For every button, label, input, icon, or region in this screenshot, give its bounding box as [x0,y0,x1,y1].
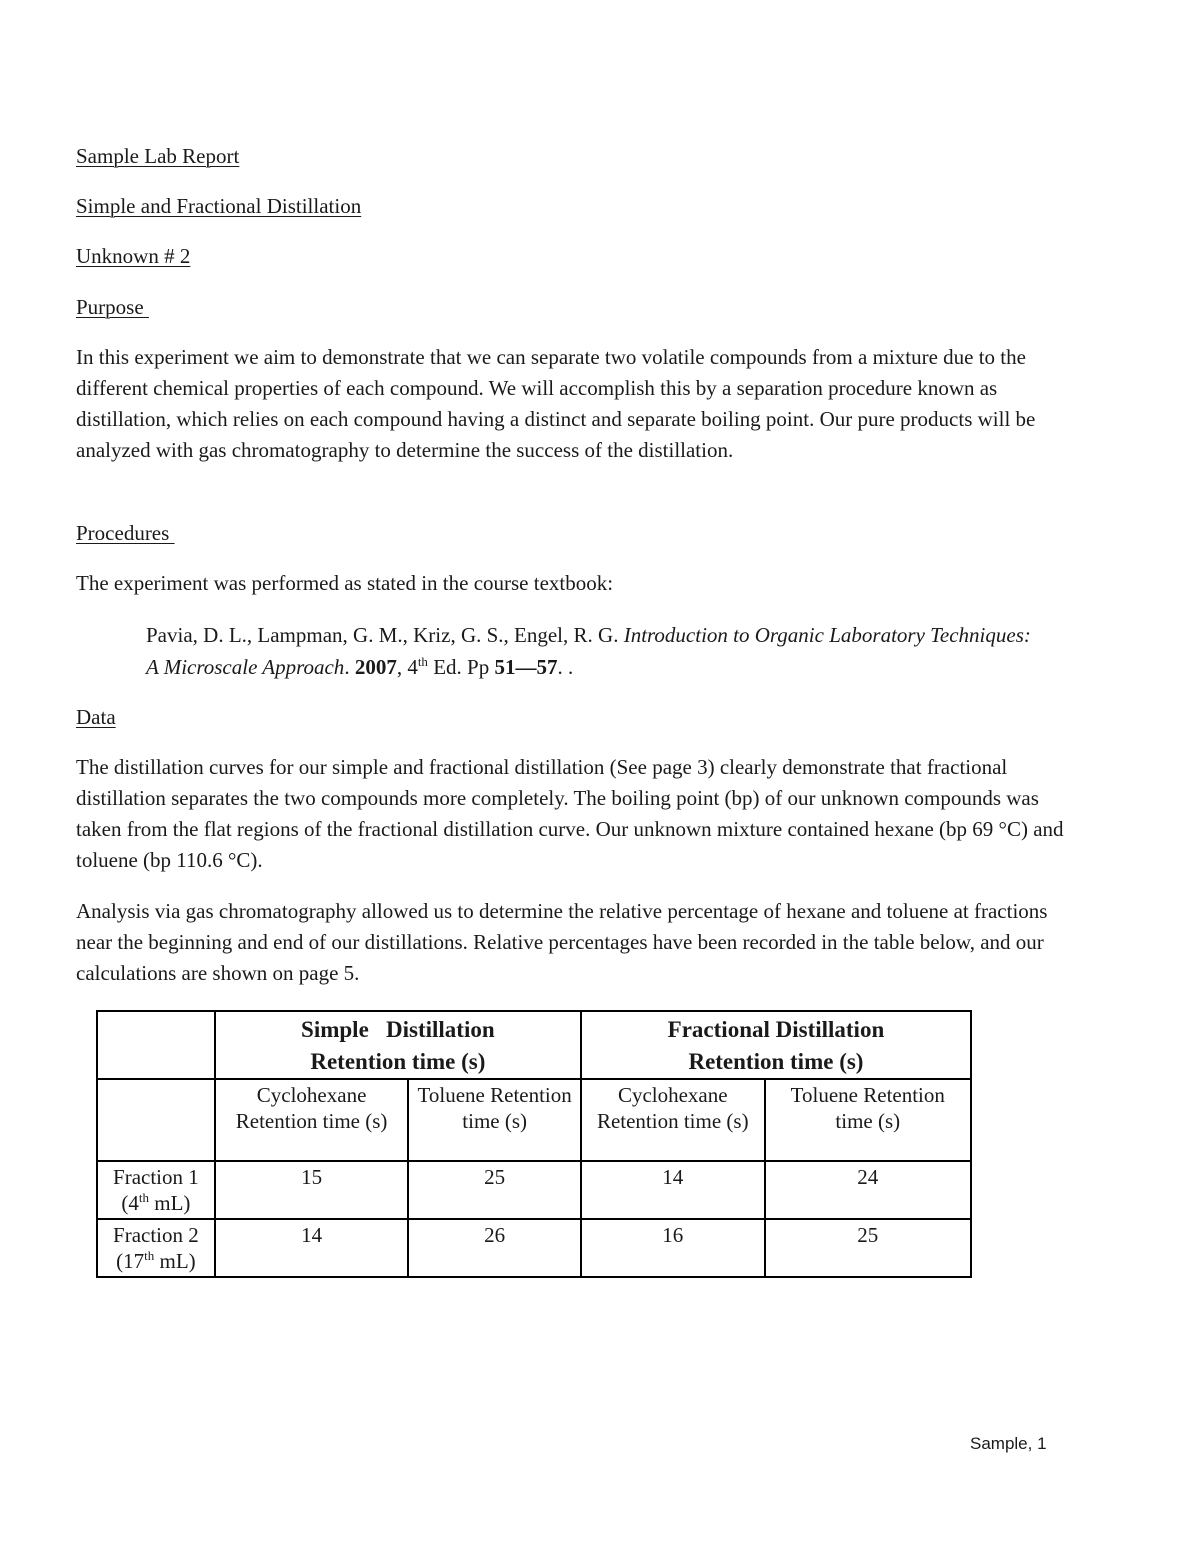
reference-edition-post: Ed. Pp [427,655,495,679]
table-sub-header: Cyclohexane Retention time (s) [215,1079,409,1161]
row-label-text: Fraction 1 (4 [113,1165,199,1215]
data-paragraph-2: Analysis via gas chromatography allowed us to determine the relative percentage of hexane and toluene at fractions near the beginning and end of our distillations. Relative percentages have been recorded in the table below, and our calculations are shown on page 5. [76,899,1048,985]
row-label [97,1219,215,1277]
table-cell: 16 [581,1219,765,1277]
row-label-sup: th [144,1248,155,1263]
page-footer-label: Sample, 1 [970,1434,1047,1453]
simple-header-line2: Retention time (s) [310,1049,486,1074]
table-row [97,1219,971,1277]
simple-header-line1: Simple Distillation [301,1017,495,1042]
reference-book-title: Introduction to Organic Laboratory Techniques: A Microscale Approach [146,623,1031,679]
table-sub-header: Toluene Retention time (s) [408,1079,581,1161]
reference-edition-sup: th [417,654,428,669]
row-label-sup: th [138,1190,149,1205]
row-label-unit: mL) [149,1191,191,1215]
reference-period: . [344,655,355,679]
row-label [97,1161,215,1219]
fractional-header-line2: Retention time (s) [688,1049,864,1074]
purpose-heading: Purpose [76,295,149,319]
simple-distillation-header [215,1011,581,1079]
table-blank-cell [97,1079,215,1161]
table-corner-cell [97,1011,215,1079]
report-subtitle: Simple and Fractional Distillation [76,194,362,218]
row-label-unit: mL) [154,1249,196,1273]
unknown-label: Unknown # 2 [76,244,191,268]
retention-time-table [96,1010,972,1278]
table-row [97,1161,971,1219]
data-paragraph-1: The distillation curves for our simple and fractional distillation (See page 3) clearly demonstrate that fractional distillation separates the two compounds more completely. The boiling point (bp) of our unknown compounds was taken from the flat regions of the fractional distillation curve. Our unknown mixture contained hexane (bp 69 °C) and toluene (bp 110.6 °C). [76,755,1064,872]
data-heading: Data [76,705,116,729]
reference-authors: Pavia, D. L., Lampman, G. M., Kriz, G. S., Engel, R. G. [146,623,624,647]
fractional-header-line1: Fractional Distillation [667,1017,885,1042]
table-group-header-row [97,1011,971,1079]
textbook-reference [146,619,1046,683]
row-label-text: Fraction 2 (17 [113,1223,199,1273]
report-title: Sample Lab Report [76,144,240,168]
table-sub-header: Cyclohexane Retention time (s) [581,1079,765,1161]
table-cell: 14 [581,1161,765,1219]
table-cell: 14 [215,1219,409,1277]
table-cell: 26 [408,1219,581,1277]
procedures-text: The experiment was performed as stated in the course textbook: [76,571,614,595]
table-sub-header-row [97,1079,971,1161]
reference-end: . . [557,655,574,679]
purpose-text: In this experiment we aim to demonstrate that we can separate two volatile compounds from a mixture due to the different chemical properties of each compound. We will accomplish this by a separation procedure known as distillation, which relies on each compound having a distinct and separate boiling point. Our pure products will be analyzed with gas chromatography to determine the success of the distillation. [76,345,1036,462]
reference-pages: 51—57 [494,655,558,679]
table-cell: 15 [215,1161,409,1219]
table-cell: 25 [765,1219,971,1277]
procedures-heading: Procedures [76,521,175,545]
table-cell: 25 [408,1161,581,1219]
table-cell: 24 [765,1161,971,1219]
fractional-distillation-header [581,1011,971,1079]
reference-year: 2007 [354,655,397,679]
table-sub-header: Toluene Retention time (s) [765,1079,971,1161]
reference-edition: , 4 [396,655,418,679]
